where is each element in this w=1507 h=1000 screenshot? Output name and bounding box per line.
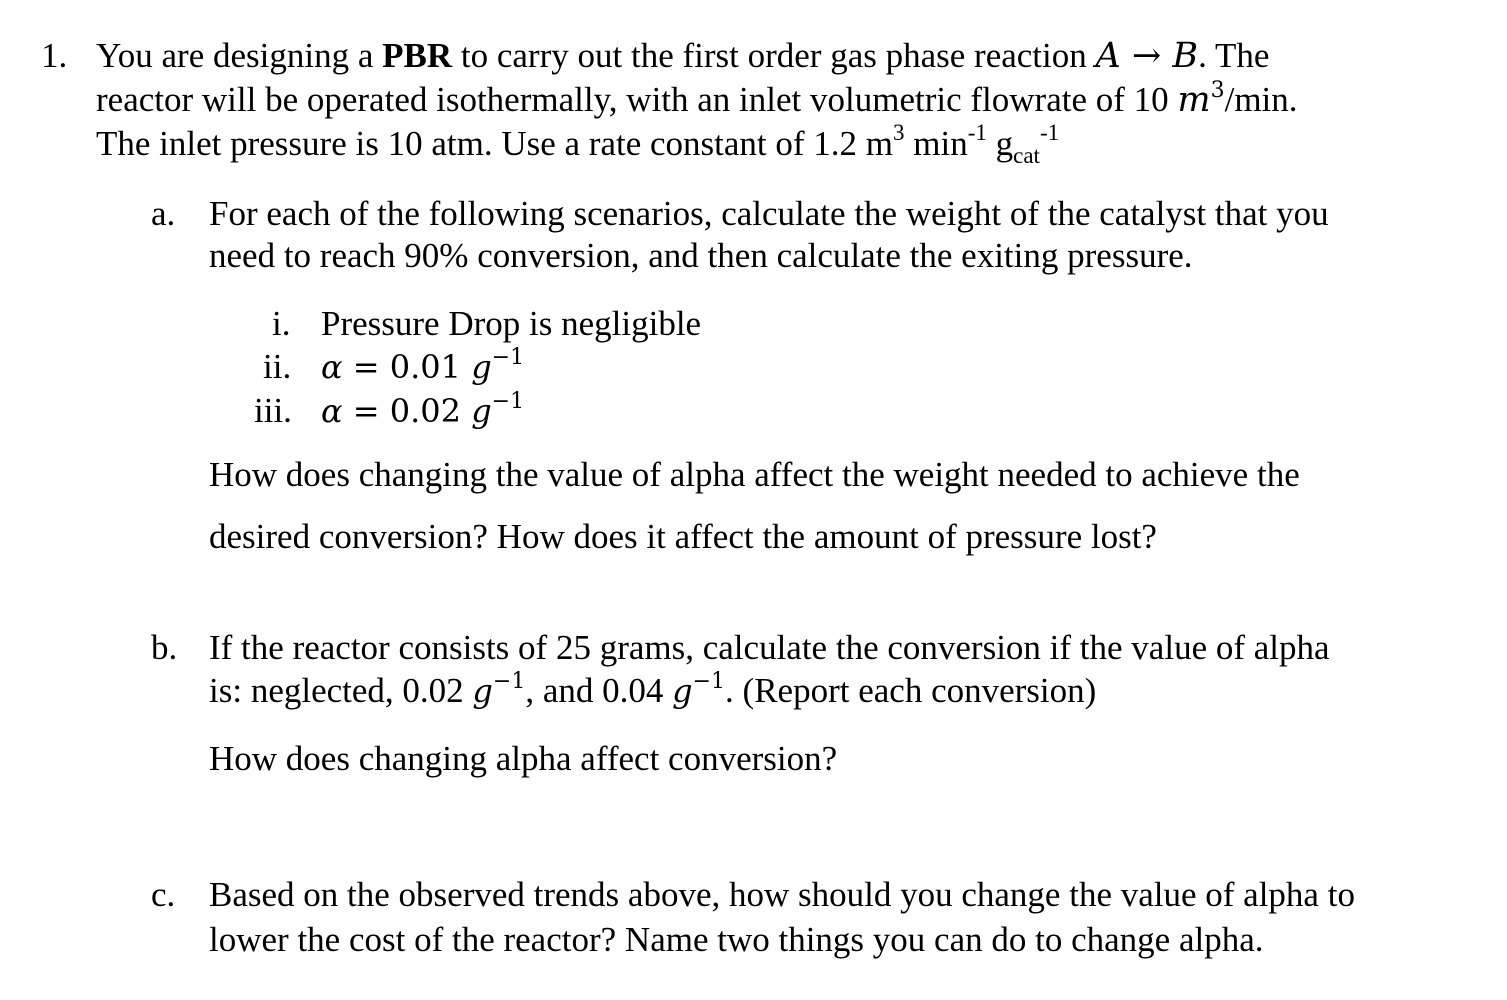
- item-ii-equation: [321, 345, 524, 394]
- item-i-text: Pressure Drop is negligible: [321, 304, 702, 343]
- part-a-question-line-1: How does changing the value of alpha affect the weight needed to achieve the: [209, 455, 1300, 494]
- part-b-text: is: neglected, 0.02: [209, 671, 473, 710]
- question-line-3: [96, 122, 1059, 166]
- part-a-label: a.: [151, 194, 176, 233]
- part-b-question: How does changing alpha affect conversion?: [209, 739, 838, 778]
- part-a-line-2: need to reach 90% conversion, and then calculate the exiting pressure.: [209, 236, 1193, 275]
- unit-exponent: 3: [893, 120, 905, 146]
- part-b-line-2: [209, 669, 1096, 718]
- part-c-line-1: Based on the observed trends above, how should you change the value of alpha to: [209, 875, 1355, 914]
- unit-g: g: [471, 348, 492, 386]
- product-symbol: B: [1172, 36, 1199, 76]
- item-ii-label: ii.: [263, 347, 292, 386]
- alpha-value: 0.02: [389, 392, 472, 430]
- alpha-symbol: α: [321, 348, 343, 386]
- part-c-line-2: lower the cost of the reactor? Name two things you can do to change alpha.: [209, 920, 1264, 959]
- part-c-label: c.: [151, 875, 176, 914]
- unit-subscript: cat: [1013, 143, 1040, 168]
- reaction-arrow: →: [1120, 36, 1173, 76]
- unit-exponent: 3: [1210, 78, 1225, 103]
- alpha-symbol: α: [321, 392, 343, 430]
- unit-exponent: −1: [692, 669, 726, 694]
- question-number: 1.: [41, 36, 68, 75]
- unit-g: g: [672, 672, 693, 710]
- unit-exponent: −1: [492, 669, 526, 694]
- q1-text: . The: [1198, 36, 1270, 75]
- unit-exponent: -1: [967, 120, 987, 146]
- equals-sign: =: [342, 392, 390, 430]
- unit-m: m: [1177, 80, 1211, 120]
- part-b-text: , and 0.04: [525, 671, 673, 710]
- equals-sign: =: [342, 348, 390, 386]
- question-line-1: [96, 34, 1269, 78]
- alpha-value: 0.01: [389, 348, 472, 386]
- q1-text: /min.: [1224, 80, 1298, 119]
- q1-text: g: [986, 124, 1014, 163]
- part-a-question-line-2: desired conversion? How does it affect the amount of pressure lost?: [209, 517, 1157, 556]
- part-b-label: b.: [151, 628, 178, 667]
- part-b-text: . (Report each conversion): [725, 671, 1097, 710]
- q1-text: to carry out the first order gas phase reaction: [452, 36, 1096, 75]
- unit-g: g: [472, 672, 493, 710]
- item-i-label: i.: [272, 304, 291, 343]
- reactant-symbol: A: [1095, 36, 1121, 76]
- item-iii-label: iii.: [254, 391, 292, 430]
- item-iii-equation: [321, 389, 524, 438]
- q1-text: You are designing a: [96, 36, 383, 75]
- unit-exponent: −1: [491, 389, 525, 414]
- question-line-2: [96, 78, 1298, 127]
- part-a-line-1: For each of the following scenarios, calculate the weight of the catalyst that you: [209, 194, 1329, 233]
- unit-g: g: [471, 392, 492, 430]
- q1-text: min: [904, 124, 968, 163]
- part-b-line-1: If the reactor consists of 25 grams, calculate the conversion if the value of alpha: [209, 628, 1330, 667]
- pbr-term: PBR: [382, 36, 453, 75]
- q1-text: reactor will be operated isothermally, with an inlet volumetric flowrate of 10: [96, 80, 1178, 119]
- q1-text: The inlet pressure is 10 atm. Use a rate constant of 1.2 m: [96, 124, 894, 163]
- unit-exponent: -1: [1039, 120, 1060, 146]
- unit-exponent: −1: [491, 345, 525, 370]
